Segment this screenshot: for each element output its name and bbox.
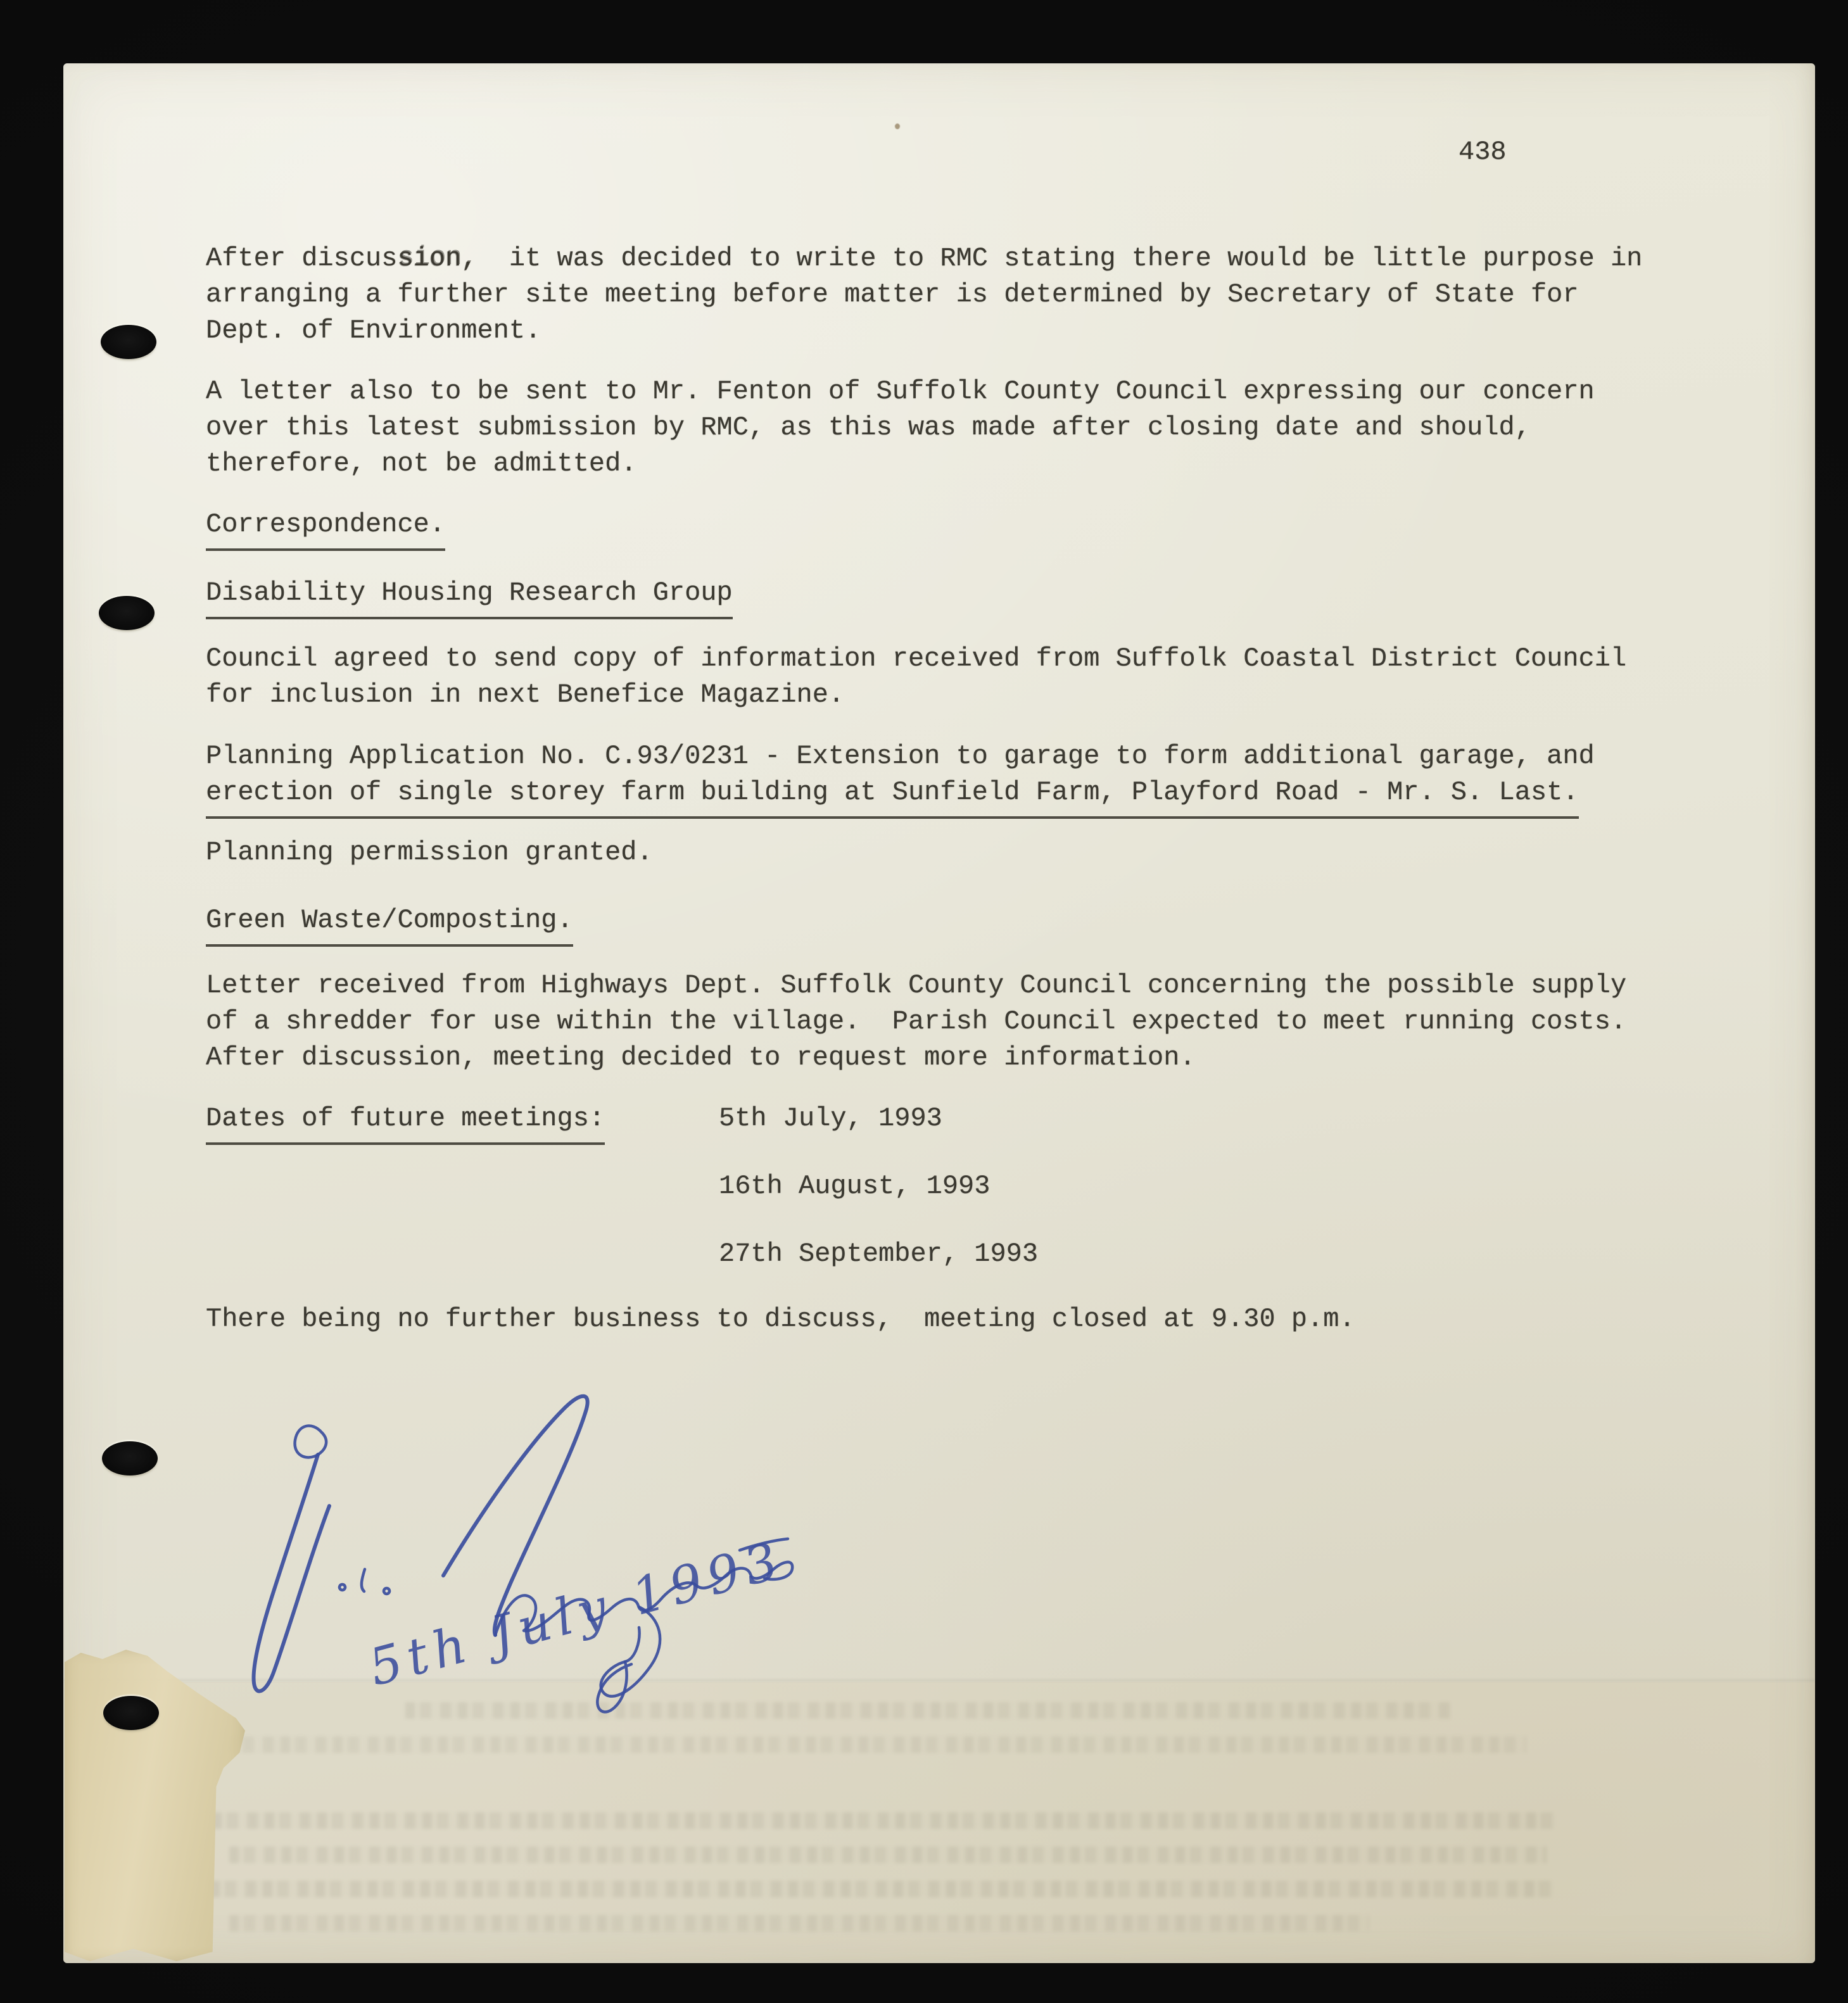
text-segment: After discus xyxy=(206,243,398,274)
punch-hole xyxy=(103,1696,159,1730)
punch-hole xyxy=(102,1441,158,1475)
underlined-heading-text: Disability Housing Research Group xyxy=(206,575,733,619)
document-page xyxy=(63,63,1815,1963)
underlined-heading-text: Green Waste/Composting. xyxy=(206,902,573,947)
show-through-ghost-text xyxy=(210,1881,1553,1897)
signature-date: 5th July 1993 xyxy=(362,1530,790,1698)
underlined-heading-text: erection of single storey farm building at Sunfield Farm, Playford Road - Mr. S. Last. xyxy=(206,774,1579,819)
paper-speck xyxy=(895,123,900,129)
planning-application-heading-line xyxy=(206,774,1579,819)
meeting-date: 5th July, 1993 xyxy=(719,1103,942,1134)
signature-stroke xyxy=(339,1584,345,1590)
paragraph-line: arranging a further site meeting before matter is determined by Secretary of State for xyxy=(206,279,1579,310)
signature-stroke xyxy=(597,1662,631,1712)
show-through-ghost-text xyxy=(229,1847,1547,1863)
underlined-heading-text: Correspondence. xyxy=(206,507,445,551)
paragraph-line: Council agreed to send copy of information received from Suffolk Coastal District Council xyxy=(206,643,1627,674)
overstruck-text: sion, xyxy=(397,243,478,274)
paragraph-line: Letter received from Highways Dept. Suffolk County Council concerning the possible supply xyxy=(206,970,1627,1001)
paragraph-line xyxy=(206,241,1642,277)
paragraph-line: Dept. of Environment. xyxy=(206,315,541,346)
future-meetings-label xyxy=(206,1101,605,1145)
signature-stroke xyxy=(384,1588,389,1594)
paragraph-line: After discussion, meeting decided to request more information. xyxy=(206,1042,1196,1073)
section-heading-correspondence xyxy=(206,507,445,551)
paragraph-line: Planning permission granted. xyxy=(206,837,653,868)
paragraph-line: of a shredder for use within the village. Parish Council expected to meet running costs. xyxy=(206,1006,1627,1037)
show-through-ghost-text xyxy=(228,1736,1526,1753)
planning-application-heading-line: Planning Application No. C.93/0231 - Extension to garage to form additional garage, and xyxy=(206,741,1595,771)
signature xyxy=(241,1362,861,1729)
signature-stroke xyxy=(254,1455,329,1691)
underlined-heading-text: Dates of future meetings: xyxy=(206,1101,605,1145)
paragraph-line: over this latest submission by RMC, as this was made after closing date and should, xyxy=(206,412,1531,443)
signature-stroke xyxy=(362,1569,365,1591)
show-through-ghost-text xyxy=(212,1812,1555,1829)
paragraph-line: A letter also to be sent to Mr. Fenton of Suffolk County Council expressing our concern xyxy=(206,376,1595,407)
section-heading-disability-housing xyxy=(206,575,733,619)
text-segment: it was decided to write to RMC stating there would be little purpose in xyxy=(477,243,1643,274)
signature-stroke xyxy=(295,1426,327,1458)
closing-statement: There being no further business to discuss, meeting closed at 9.30 p.m. xyxy=(206,1304,1355,1334)
paragraph-line: for inclusion in next Benefice Magazine. xyxy=(206,679,845,710)
punch-hole xyxy=(99,596,155,630)
meeting-date: 27th September, 1993 xyxy=(719,1239,1039,1269)
punch-hole xyxy=(101,325,156,359)
paragraph-line: therefore, not be admitted. xyxy=(206,448,637,479)
page-number: 438 xyxy=(1459,137,1507,167)
meeting-date: 16th August, 1993 xyxy=(719,1171,990,1201)
show-through-ghost-text xyxy=(229,1915,1369,1931)
section-heading-green-waste xyxy=(206,902,573,947)
